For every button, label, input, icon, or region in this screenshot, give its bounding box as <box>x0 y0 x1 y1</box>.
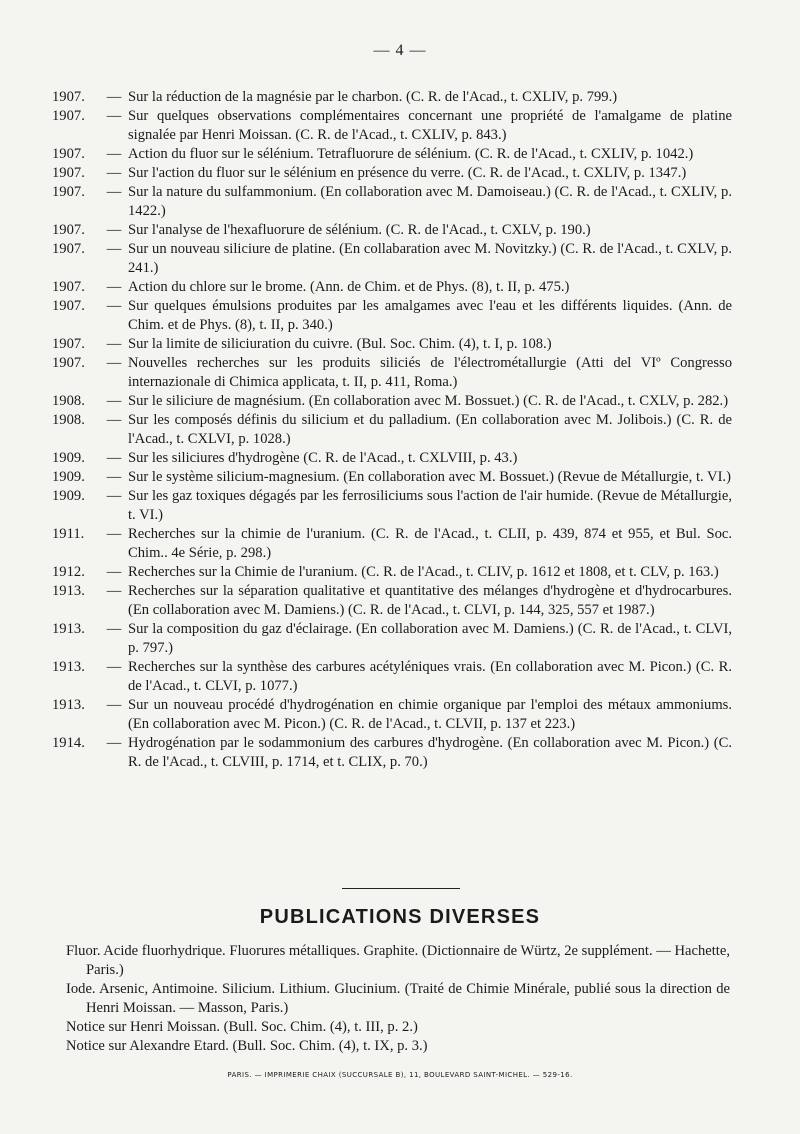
entry-dash: — <box>106 526 122 542</box>
entry-year: 1907. <box>52 184 85 200</box>
entry-year: 1908. <box>52 412 85 428</box>
entry-text: Hydrogénation par le sodammonium des carbures d'hydrogène. (En collaboration avec M. Picon.) (C. R. de l'Acad., t. CLVIII, p. 1714, et t. CLIX, p. 70.) <box>128 735 732 770</box>
entry-dash: — <box>106 222 122 238</box>
bibliography-entry <box>52 240 732 278</box>
entry-dash: — <box>106 355 122 371</box>
entry-year: 1907. <box>52 336 85 352</box>
entry-dash: — <box>106 583 122 599</box>
entry-dash: — <box>106 488 122 504</box>
entry-dash: — <box>106 165 122 181</box>
entry-text: Sur le siliciure de magnésium. (En collaboration avec M. Bossuet.) (C. R. de l'Acad., t. CXLV, p. 282.) <box>128 393 729 409</box>
entry-text: Sur l'analyse de l'hexafluorure de sélénium. (C. R. de l'Acad., t. CXLV, p. 190.) <box>128 222 591 238</box>
entry-text: Sur la limite de siliciuration du cuivre. (Bul. Soc. Chim. (4), t. I, p. 108.) <box>128 336 552 352</box>
entry-text: Sur les siliciures d'hydrogène (C. R. de l'Acad., t. CXLVIII, p. 43.) <box>128 450 518 466</box>
entry-year: 1912. <box>52 564 85 580</box>
bibliography-entry <box>52 449 732 468</box>
bibliography-entry <box>52 297 732 335</box>
entry-year: 1909. <box>52 469 85 485</box>
bibliography-entry <box>52 563 732 582</box>
entry-year: 1913. <box>52 583 85 599</box>
entry-dash: — <box>106 412 122 428</box>
entry-text: Recherches sur la chimie de l'uranium. (C. R. de l'Acad., t. CLII, p. 439, 874 et 955, et Bul. Soc. Chim.. 4e Série, p. 298.) <box>128 526 732 561</box>
entry-year: 1907. <box>52 222 85 238</box>
bibliography-list <box>52 88 732 772</box>
entry-year: 1909. <box>52 450 85 466</box>
entry-text: Sur les composés définis du silicium et du palladium. (En collaboration avec M. Jolibois.) (C. R. de l'Acad., t. CXLVI, p. 1028.) <box>128 412 732 447</box>
bibliography-entry <box>52 696 732 734</box>
entry-text: Recherches sur la synthèse des carbures acétyléniques vrais. (En collaboration avec M. Picon.) (C. R. de l'Acad., t. CLVI, p. 1077.) <box>128 659 732 694</box>
publication-item: Iode. Arsenic, Antimoine. Silicium. Lithium. Glucinium. (Traité de Chimie Minérale, publié sous la direction de Henri Moissan. — Masson, Paris.) <box>66 981 730 1016</box>
bibliography-entry <box>52 278 732 297</box>
bibliography-entry <box>52 525 732 563</box>
bibliography-entry <box>52 335 732 354</box>
entry-year: 1907. <box>52 165 85 181</box>
entry-year: 1913. <box>52 697 85 713</box>
entry-dash: — <box>106 393 122 409</box>
bibliography-entry <box>52 183 732 221</box>
bibliography-entry <box>52 411 732 449</box>
entry-year: 1911. <box>52 526 85 542</box>
entry-year: 1913. <box>52 659 85 675</box>
entry-text: Sur quelques observations complémentaires concernant une propriété de l'amalgame de platine signalée par Henri Moissan. (C. R. de l'Acad., t. CXLIV, p. 843.) <box>128 108 732 143</box>
page-number: — 4 — <box>373 42 427 59</box>
entry-dash: — <box>106 336 122 352</box>
entry-text: Sur la composition du gaz d'éclairage. (En collaboration avec M. Damiens.) (C. R. de l'Acad., t. CLVI, p. 797.) <box>128 621 732 656</box>
entry-dash: — <box>106 564 122 580</box>
bibliography-entry <box>52 145 732 164</box>
entry-text: Action du chlore sur le brome. (Ann. de Chim. et de Phys. (8), t. II, p. 475.) <box>128 279 570 295</box>
entry-text: Recherches sur la Chimie de l'uranium. (C. R. de l'Acad., t. CLIV, p. 1612 et 1808, et t. CLV, p. 163.) <box>128 564 719 580</box>
bibliography-entry <box>52 392 732 411</box>
entry-text: Action du fluor sur le sélénium. Tetrafluorure de sélénium. (C. R. de l'Acad., t. CXLIV, p. 1042.) <box>128 146 694 162</box>
publication-item: Notice sur Alexandre Etard. (Bull. Soc. Chim. (4), t. IX, p. 3.) <box>66 1038 428 1054</box>
entry-text: Sur le système silicium-magnesium. (En collaboration avec M. Bossuet.) (Revue de Métallurgie, t. VI.) <box>128 469 731 485</box>
entry-dash: — <box>106 469 122 485</box>
bibliography-entry <box>52 487 732 525</box>
entry-dash: — <box>106 146 122 162</box>
entry-year: 1907. <box>52 146 85 162</box>
publication-item: Notice sur Henri Moissan. (Bull. Soc. Chim. (4), t. III, p. 2.) <box>66 1019 418 1035</box>
entry-year: 1907. <box>52 89 85 105</box>
entry-dash: — <box>106 108 122 124</box>
entry-dash: — <box>106 659 122 675</box>
entry-year: 1908. <box>52 393 85 409</box>
bibliography-entry <box>52 734 732 772</box>
publications-list <box>66 942 730 1056</box>
section-title: PUBLICATIONS DIVERSES <box>259 906 541 928</box>
entry-dash: — <box>106 279 122 295</box>
entry-dash: — <box>106 184 122 200</box>
entry-year: 1907. <box>52 241 85 257</box>
bibliography-entry <box>52 620 732 658</box>
entry-dash: — <box>106 298 122 314</box>
section-divider <box>342 888 460 889</box>
entry-text: Sur quelques émulsions produites par les amalgames avec l'eau et les différents liquides. (Ann. de Chim. et de Phys. (8), t. II, p. 340.) <box>128 298 732 333</box>
entry-dash: — <box>106 89 122 105</box>
entry-year: 1907. <box>52 279 85 295</box>
entry-year: 1907. <box>52 108 85 124</box>
bibliography-entry <box>52 164 732 183</box>
entry-text: Sur l'action du fluor sur le sélénium en présence du verre. (C. R. de l'Acad., t. CXLIV, p. 1347.) <box>128 165 687 181</box>
entry-text: Sur les gaz toxiques dégagés par les ferrosiliciums sous l'action de l'air humide. (Revue de Métallurgie, t. VI.) <box>128 488 732 523</box>
bibliography-entry <box>52 354 732 392</box>
entry-text: Sur la réduction de la magnésie par le charbon. (C. R. de l'Acad., t. CXLIV, p. 799.) <box>128 89 618 105</box>
entry-text: Sur un nouveau siliciure de platine. (En collabaration avec M. Novitzky.) (C. R. de l'Acad., t. CXLV, p. 241.) <box>128 241 732 276</box>
entry-dash: — <box>106 450 122 466</box>
bibliography-entry <box>52 582 732 620</box>
bibliography-entry <box>52 221 732 240</box>
entry-dash: — <box>106 621 122 637</box>
entry-year: 1913. <box>52 621 85 637</box>
entry-text: Recherches sur la séparation qualitative et quantitative des mélanges d'hydrogène et d'hydrocarbures. (En collaboration avec M. Damiens.) (C. R. de l'Acad., t. CLVI, p. 144, 325, 557 et 1987.) <box>128 583 732 618</box>
bibliography-entry <box>52 468 732 487</box>
entry-dash: — <box>106 241 122 257</box>
entry-year: 1909. <box>52 488 85 504</box>
publication-item: Fluor. Acide fluorhydrique. Fluorures métalliques. Graphite. (Dictionnaire de Würtz, 2e supplément. — Hachette, Paris.) <box>66 943 730 978</box>
entry-text: Nouvelles recherches sur les produits siliciés de l'électrométallurgie (Atti del VIº Congresso internazionale di Chimica applicata, t. II, p. 411, Roma.) <box>128 355 732 390</box>
entry-year: 1914. <box>52 735 85 751</box>
printer-footer: PARIS. — IMPRIMERIE CHAIX (SUCCURSALE B), 11, BOULEVARD SAINT-MICHEL. — 529-16. <box>227 1071 573 1079</box>
entry-dash: — <box>106 735 122 751</box>
entry-text: Sur la nature du sulfammonium. (En collaboration avec M. Damoiseau.) (C. R. de l'Acad., t. CXLIV, p. 1422.) <box>128 184 732 219</box>
bibliography-entry <box>52 107 732 145</box>
entry-text: Sur un nouveau procédé d'hydrogénation en chimie organique par l'emploi des métaux ammoniums. (En collaboration avec M. Picon.) (C. R. de l'Acad., t. CLVII, p. 137 et 223.) <box>128 697 732 732</box>
entry-year: 1907. <box>52 298 85 314</box>
bibliography-entry <box>52 658 732 696</box>
entry-year: 1907. <box>52 355 85 371</box>
entry-dash: — <box>106 697 122 713</box>
bibliography-entry <box>52 88 732 107</box>
